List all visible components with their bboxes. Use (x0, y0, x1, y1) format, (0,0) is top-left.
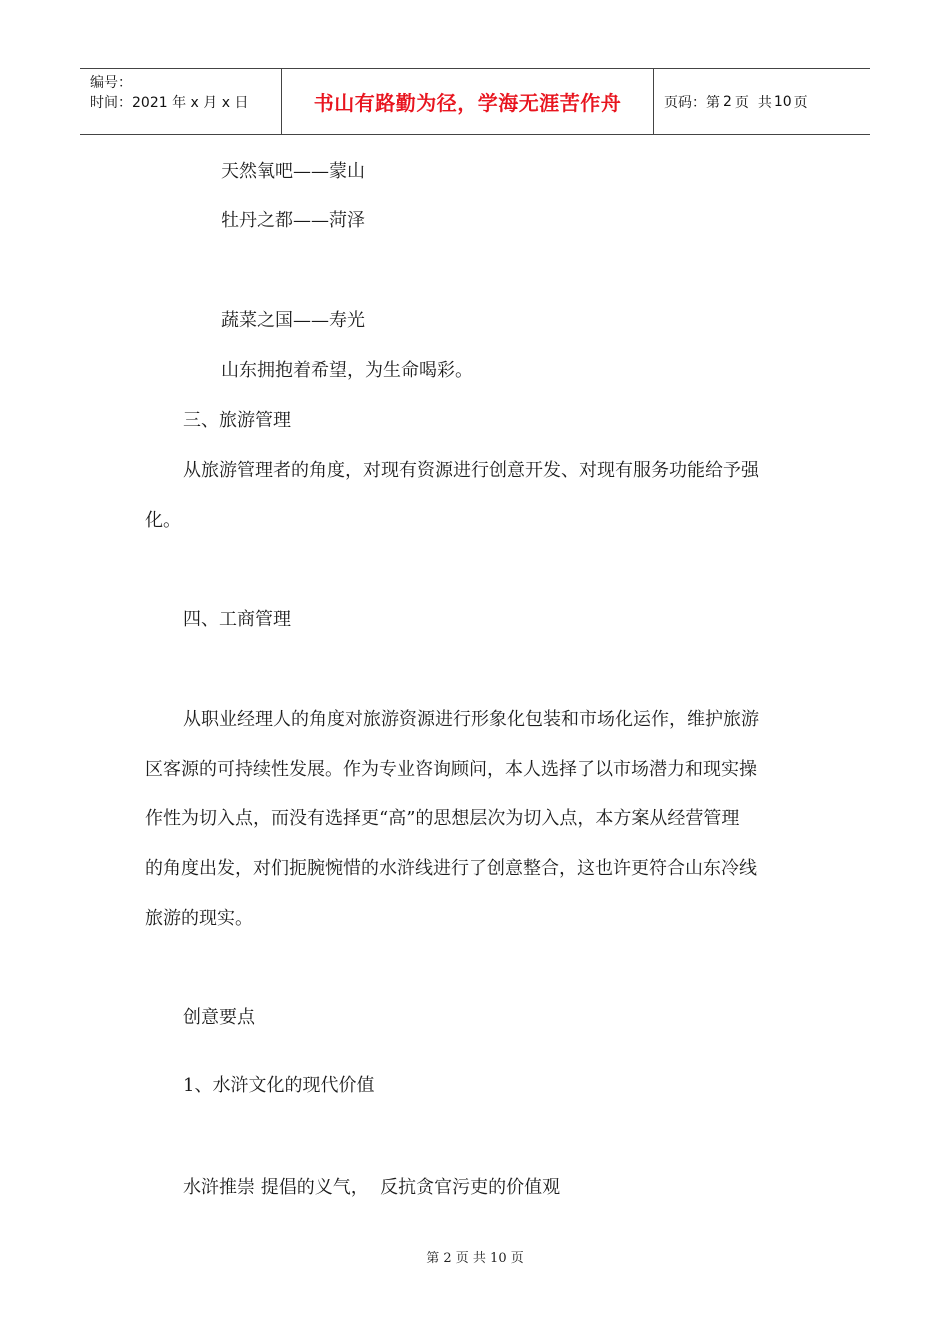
header-meta (80, 69, 282, 134)
body-line: 天然氧吧——蒙山 (221, 161, 365, 182)
footer-page-number: 第 2 页 共 10 页 (426, 1251, 524, 1266)
header-page-indicator (654, 69, 870, 134)
body-line: 牡丹之都——菏泽 (221, 210, 365, 231)
body-line: 从职业经理人的角度对旅游资源进行形象化包装和市场化运作，维护旅游 (183, 709, 759, 730)
section-heading: 创意要点 (183, 1007, 255, 1028)
body-line: 的角度出发，对们扼腕惋惜的水浒线进行了创意整合，这也许更符合山东冷线 (145, 858, 757, 879)
body-line: 旅游的现实。 (145, 908, 253, 929)
document-number-label: 编号： (90, 75, 132, 91)
section-heading: 1、水浒文化的现代价值 (183, 1075, 375, 1096)
body-line: 水浒推崇 提倡的义气， 反抗贪官污吏的价值观 (183, 1177, 561, 1198)
page-middle: 页 共 (734, 94, 772, 111)
page-suffix: 页 (793, 94, 808, 111)
body-line: 作性为切入点，而没有选择更“高”的思想层次为切入点，本方案从经营管理 (145, 808, 740, 829)
section-heading: 三、旅游管理 (183, 410, 291, 431)
page-current: 2 (723, 93, 732, 110)
page-footer (0, 1247, 950, 1266)
document-time-label: 时间：2021 年 x 月 x 日 (90, 95, 249, 111)
body-line: 从旅游管理者的角度，对现有资源进行创意开发、对现有服务功能给予强 (183, 460, 759, 481)
page-prefix: 页码：第 (664, 94, 720, 111)
section-heading: 四、工商管理 (183, 609, 291, 630)
body-line: 化。 (145, 510, 181, 531)
body-line: 山东拥抱着希望，为生命喝彩。 (221, 360, 473, 381)
page-total: 10 (773, 93, 792, 110)
page-header (80, 68, 870, 135)
body-line: 区客源的可持续性发展。作为专业咨询顾问，本人选择了以市场潜力和现实操 (145, 759, 757, 780)
body-line: 蔬菜之国——寿光 (221, 310, 365, 331)
header-motto: 书山有路勤为径，学海无涯苦作舟 (282, 69, 654, 134)
